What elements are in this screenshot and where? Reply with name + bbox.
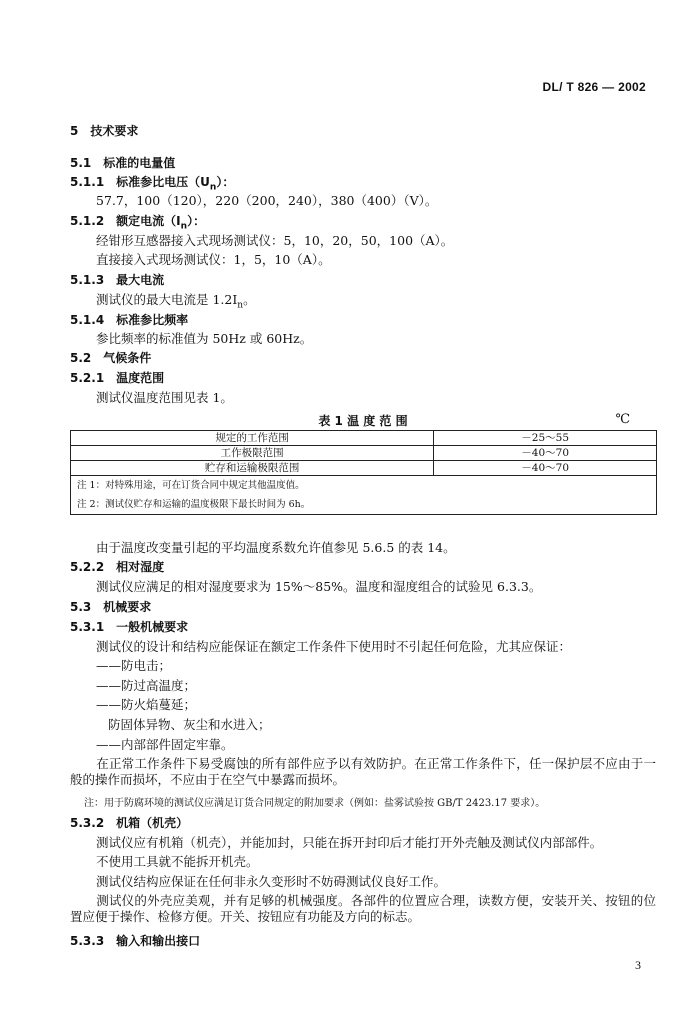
table-cell-value: －25～55 <box>434 431 657 446</box>
table-note: 注 1：对特殊用途，可在订货合同中规定其他温度值。 <box>71 476 657 496</box>
section-5-1-heading <box>70 155 175 171</box>
section-number: 5.1.1 <box>70 175 105 189</box>
list-item: ——防火焰蔓延； <box>96 697 197 712</box>
section-title: 最大电流 <box>116 273 165 287</box>
enclosure-paragraph-1: 测试仪应有机箱（机壳），并能加封，只能在拆开封印后才能打开外壳触及测试仪内部部件。 <box>96 835 603 850</box>
section-5-3-1-heading <box>70 619 188 635</box>
table-row <box>71 446 657 461</box>
section-title-tail: ）： <box>187 214 206 228</box>
section-title: 相对湿度 <box>116 560 165 574</box>
standard-code: DL/ T 826 — 2002 <box>542 80 646 94</box>
corrosion-note: 注：用于防腐环境的测试仪应满足订货合同规定的附加要求（例如：盐雾试验按 GB/T 2423.17 要求）。 <box>84 798 546 809</box>
section-number: 5.1.2 <box>70 214 105 228</box>
list-item: ——防电击； <box>96 658 172 673</box>
section-title: 气候条件 <box>103 351 152 365</box>
max-current-text <box>96 292 256 314</box>
corrosion-paragraph <box>70 756 656 788</box>
section-5-2-2-heading <box>70 559 164 575</box>
section-title: 标准的电量值 <box>103 156 176 170</box>
table-cell-label: 规定的工作范围 <box>71 431 434 446</box>
humidity-text: 测试仪应满足的相对湿度要求为 15%～85%。温度和湿度组合的试验见 6.3.3。 <box>96 579 542 594</box>
current-clamp-values: 经钳形互感器接入式现场测试仪：5，10，20，50，100（A）。 <box>96 233 454 248</box>
table-title: 表 1 温 度 范 围 <box>318 414 408 428</box>
temperature-coefficient-text: 由于温度改变量引起的平均温度系数允许值参见 5.6.5 的表 14。 <box>96 540 456 555</box>
subscript: n <box>237 300 244 311</box>
max-current-statement: 测试仪的最大电流是 1.2I <box>96 292 238 307</box>
subscript: n <box>180 221 188 232</box>
section-5-3-3-heading <box>70 933 200 949</box>
list-item: 防固体异物、灰尘和水进入； <box>108 717 271 732</box>
punctuation: 。 <box>243 292 256 307</box>
table-cell-value: －40～70 <box>434 461 657 476</box>
section-number: 5.1 <box>70 156 92 170</box>
frequency-text: 参比频率的标准值为 50Hz 或 60Hz。 <box>96 331 313 346</box>
enclosure-paragraph-2: 不使用工具就不能拆开机壳。 <box>96 854 259 869</box>
section-number: 5.3.1 <box>70 620 105 634</box>
section-number: 5.3.3 <box>70 934 105 948</box>
section-title: 标准参比频率 <box>116 313 189 327</box>
section-title: 温度范围 <box>116 371 165 385</box>
paragraph-text: 测试仪的外壳应美观，并有足够的机械强度。各部件的位置应合理，读数方便，安装开关、按钮的位置应便于操作、检修方便。开关、按钮应有功能及方向的标志。 <box>70 893 656 924</box>
section-5-3-heading <box>70 599 151 615</box>
table-cell-label: 贮存和运输极限范围 <box>71 461 434 476</box>
enclosure-paragraph-3: 测试仪结构应保证在任何非永久变形时不妨碍测试仪良好工作。 <box>96 874 447 889</box>
section-5-1-4-heading <box>70 312 188 328</box>
section-5-2-1-heading <box>70 370 164 386</box>
section-title: 机箱（机壳） <box>116 816 189 830</box>
section-title: 标准参比电压（U <box>116 175 210 189</box>
page-number: 3 <box>635 958 641 972</box>
paragraph-text: 在正常工作条件下易受腐蚀的所有部件应予以有效防护。在正常工作条件下，任一保护层不应由于一般的操作而损坏，不应由于在空气中暴露而损坏。 <box>70 756 656 787</box>
temperature-range-table <box>70 430 657 515</box>
section-number: 5.2 <box>70 351 92 365</box>
section-number: 5 <box>70 124 79 138</box>
section-title: 额定电流（I <box>116 214 181 228</box>
section-5-2-heading <box>70 350 151 366</box>
section-number: 5.3 <box>70 600 92 614</box>
section-number: 5.1.4 <box>70 313 105 327</box>
list-item: ——内部部件固定牢靠。 <box>96 737 234 752</box>
table-note-row <box>71 495 657 515</box>
section-5-1-3-heading <box>70 272 164 288</box>
section-title: 一般机械要求 <box>116 620 189 634</box>
section-number: 5.3.2 <box>70 816 105 830</box>
subscript: n <box>209 182 217 193</box>
section-5-heading <box>70 123 138 139</box>
voltage-values: 57.7，100（120），220（200，240），380（400）（V）。 <box>96 193 438 208</box>
section-number: 5.2.1 <box>70 371 105 385</box>
section-title-tail: ）： <box>216 175 235 189</box>
section-number: 5.1.3 <box>70 273 105 287</box>
section-5-1-2-heading <box>70 213 205 234</box>
temperature-range-text: 测试仪温度范围见表 1。 <box>96 390 233 405</box>
table-unit: ℃ <box>615 412 630 427</box>
section-title: 技术要求 <box>90 124 139 138</box>
table-cell-label: 工作极限范围 <box>71 446 434 461</box>
section-title: 机械要求 <box>103 600 152 614</box>
general-requirement-intro: 测试仪的设计和结构应能保证在额定工作条件下使用时不引起任何危险，尤其应保证： <box>96 639 572 654</box>
table-1-caption <box>70 412 656 428</box>
section-number: 5.2.2 <box>70 560 105 574</box>
enclosure-paragraph-4 <box>70 893 656 925</box>
table-note: 注 2：测试仪贮存和运输的温度极限下最长时间为 6h。 <box>71 495 657 515</box>
list-item: ——防过高温度； <box>96 678 197 693</box>
table-cell-value: －40～70 <box>434 446 657 461</box>
table-row <box>71 431 657 446</box>
current-direct-values: 直接接入式现场测试仪：1，5，10（A）。 <box>96 252 331 267</box>
table-row <box>71 461 657 476</box>
section-title: 输入和输出接口 <box>116 934 201 948</box>
section-5-3-2-heading <box>70 815 188 831</box>
table-note-row <box>71 476 657 496</box>
